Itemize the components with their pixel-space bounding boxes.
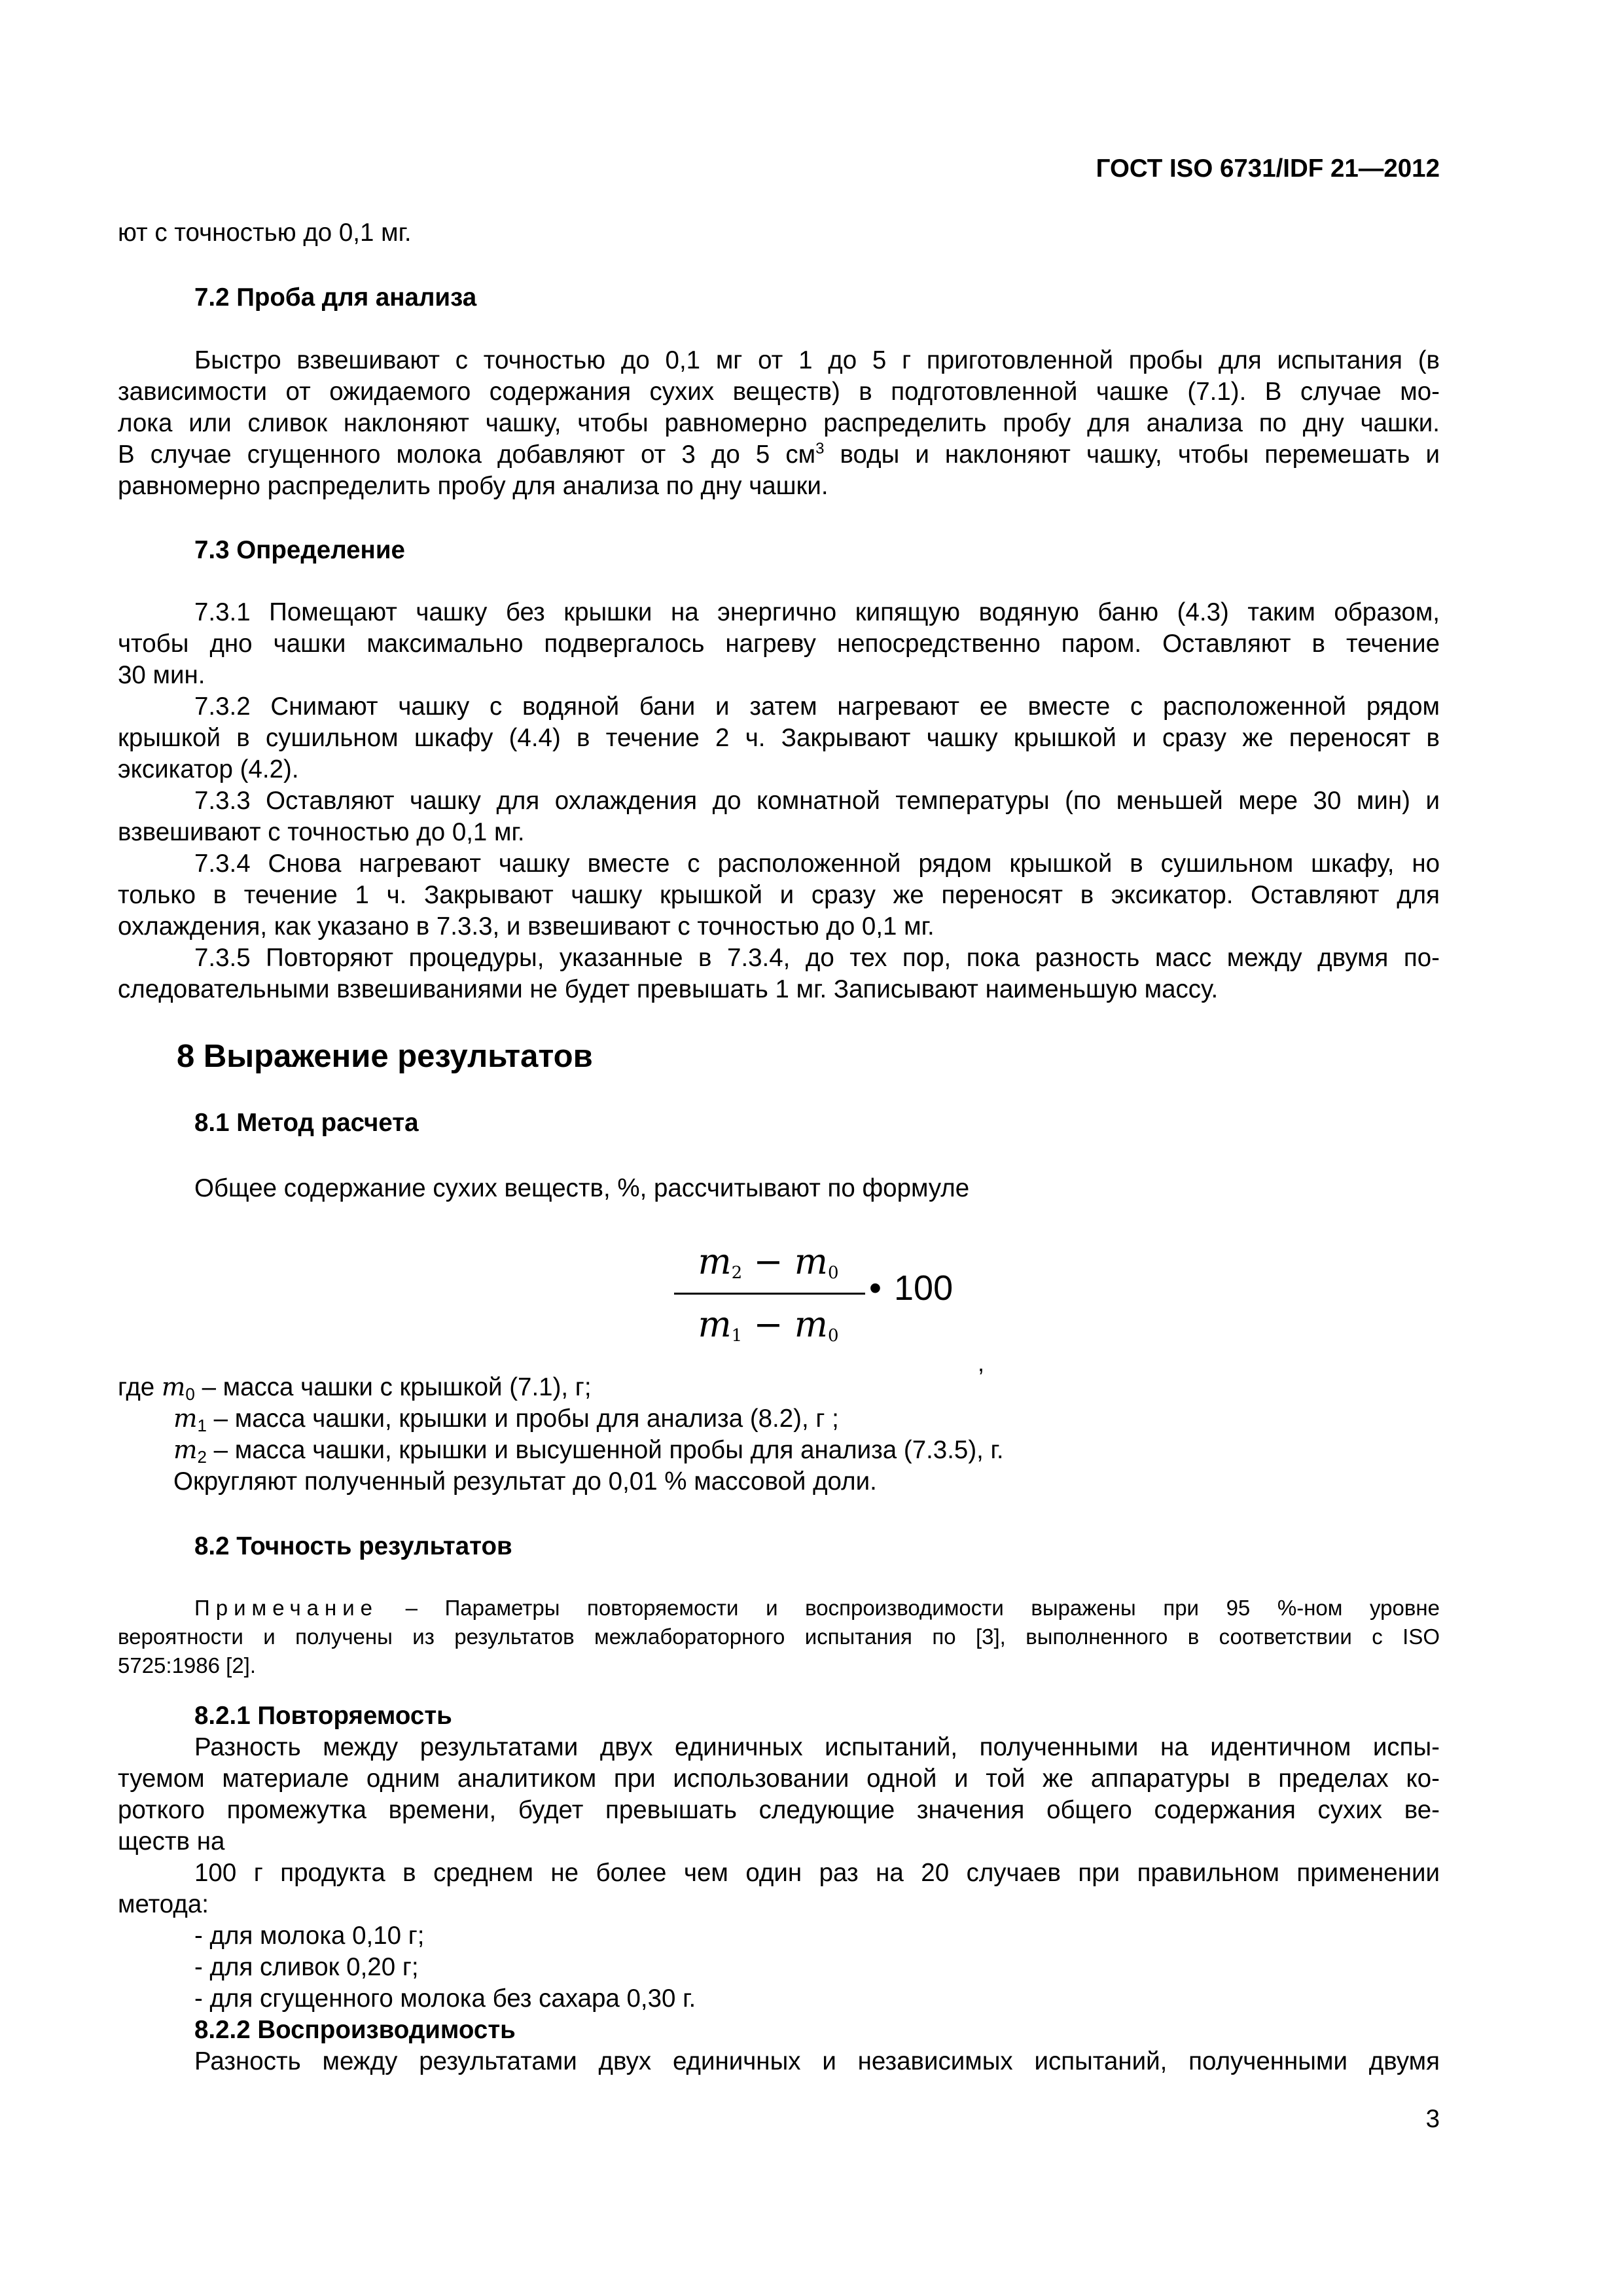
symbol-m: m (173, 1404, 198, 1433)
note-line: 5725:1986 [2]. (118, 1653, 257, 1677)
text-line: только в течение 1 ч. Закрывают чашку крышкой и сразу же переносят в эксикатор. Оставляют для (118, 881, 1440, 909)
text-line: 7.3.1 Помещают чашку без крышки на энергично кипящую водяную баню (4.3) таким образом, (194, 598, 1440, 626)
text-line: зависимости от ожидаемого содержания сухих веществ) в подготовленной чашке (7.1). В случае мо- (118, 378, 1440, 406)
text-line: 7.3.5 Повторяют процедуры, указанные в 7.3.4, до тех пор, пока разность масс между двумя по- (194, 944, 1440, 972)
text-span: где (118, 1373, 162, 1401)
text-line: равномерно распределить пробу для анализа по дну чашки. (118, 472, 829, 500)
section-heading-8-2-1: 8.2.1 Повторяемость (194, 1702, 452, 1730)
text-line: следовательными взвешиваниями не будет превышать 1 мг. Записывают наименьшую массу. (118, 975, 1219, 1003)
multiplication-dot: • (869, 1268, 882, 1308)
subscript: 1 (197, 1416, 207, 1435)
note-line (118, 1594, 1440, 1623)
text-span: – масса чашки с крышкой (7.1), г; (194, 1373, 592, 1401)
formula-comma: , (978, 1350, 985, 1376)
minus-sign: − (753, 1304, 783, 1345)
text-line: 7.3.3 Оставляют чашку для охлаждения до комнатной температуры (по меньшей мере 30 мин) и (194, 787, 1440, 815)
formula-numerator (677, 1240, 860, 1283)
note-line: вероятности и получены из результатов межлабораторного испытания по [3], выполненного в соответствии с ISO (118, 1624, 1440, 1649)
text-span: – масса чашки, крышки и высушенной пробы для анализа (7.3.5), г. (206, 1436, 1004, 1464)
text-line: 30 мин. (118, 661, 205, 689)
section-heading-8-2: 8.2 Точность результатов (194, 1532, 512, 1560)
text-line: 7.3.2 Снимают чашку с водяной бани и затем нагревают ее вместе с расположенной рядом (194, 692, 1440, 721)
text-line: роткого промежутка времени, будет превышать следующие значения общего содержания сухих ве- (118, 1796, 1440, 1824)
page-number: 3 (1425, 2105, 1440, 2133)
variable-definition (173, 1435, 1440, 1466)
list-item: - для сливок 0,20 г; (194, 1953, 419, 1981)
section-heading-8-2-2: 8.2.2 Воспроизводимость (194, 2016, 516, 2044)
section-heading-7-3: 7.3 Определение (194, 536, 405, 564)
symbol-m: m (161, 1372, 186, 1402)
subscript: 0 (828, 1263, 839, 1283)
formula-factor: 100 (894, 1268, 954, 1308)
text-span: воды и наклоняют чашку, чтобы перемешать и (824, 440, 1440, 469)
symbol-m: m (794, 1241, 829, 1282)
note-dash: – (378, 1596, 445, 1620)
symbol-m: m (173, 1435, 198, 1465)
variable-definition (118, 1372, 1440, 1403)
text-line: Общее содержание сухих веществ, %, рассчитывают по формуле (194, 1174, 970, 1202)
subscript: 2 (731, 1263, 743, 1283)
symbol-m: m (698, 1304, 732, 1345)
superscript: 3 (815, 440, 825, 457)
subscript: 1 (731, 1326, 743, 1346)
subscript: 2 (197, 1447, 207, 1467)
text-line: 7.3.4 Снова нагревают чашку вместе с расположенной рядом крышкой в сушильном шкафу, но (194, 850, 1440, 878)
minus-sign: − (753, 1241, 783, 1282)
text-line: 100 г продукта в среднем не более чем один раз на 20 случаев при правильном применении (194, 1859, 1440, 1887)
symbol-m: m (794, 1304, 829, 1345)
text-line: Быстро взвешивают с точностью до 0,1 мг от 1 до 5 г приготовленной пробы для испытания (в (194, 346, 1440, 374)
text-line: Округляют полученный результат до 0,01 % массовой доли. (173, 1467, 877, 1496)
fraction-bar (674, 1293, 865, 1295)
symbol-m: m (698, 1241, 732, 1282)
formula (668, 1240, 969, 1365)
text-line: туемом материале одним аналитиком при использовании одной и той же аппаратуры в пределах ко- (118, 1765, 1440, 1793)
text-line: чтобы дно чашки максимально подвергалось нагреву непосредственно паром. Оставляют в течение (118, 630, 1440, 658)
text-line: ществ на (118, 1827, 225, 1856)
text-line: крышкой в сушильном шкафу (4.4) в течение 2 ч. Закрывают чашку крышкой и сразу же переносят в (118, 724, 1440, 752)
text-line (118, 439, 1440, 471)
text-line: Разность между результатами двух единичных и независимых испытаний, полученными двумя (194, 2047, 1440, 2075)
text-line: взвешивают с точностью до 0,1 мг. (118, 818, 525, 846)
note-text: Параметры повторяемости и воспроизводимости выражены при 95 %-ном уровне (444, 1596, 1440, 1620)
text-span: – масса чашки, крышки и пробы для анализа (8.2), г ; (206, 1405, 839, 1433)
text-line: лока или сливок наклоняют чашку, чтобы равномерно распределить пробу для анализа по дну чашки. (118, 409, 1440, 437)
section-heading-8-1: 8.1 Метод расчета (194, 1109, 419, 1137)
section-heading-8: 8 Выражение результатов (177, 1039, 593, 1074)
formula-denominator (677, 1303, 860, 1346)
subscript: 0 (828, 1326, 839, 1346)
text-span: В случае сгущенного молока добавляют от 3 до 5 см (118, 440, 816, 469)
document-header: ГОСТ ISO 6731/IDF 21—2012 (1096, 154, 1440, 183)
list-item: - для сгущенного молока без сахара 0,30 г. (194, 1984, 696, 2013)
text-line: ют с точностью до 0,1 мг. (118, 219, 412, 247)
variable-definition (173, 1403, 1440, 1435)
text-line: охлаждения, как указано в 7.3.3, и взвешивают с точностью до 0,1 мг. (118, 912, 935, 941)
subscript: 0 (185, 1384, 195, 1404)
text-line: метода: (118, 1890, 209, 1918)
list-item: - для молока 0,10 г; (194, 1922, 425, 1950)
text-line: эксикатор (4.2). (118, 755, 299, 783)
note-label: Примечание (194, 1596, 379, 1620)
text-line: Разность между результатами двух единичных испытаний, полученными на идентичном испы- (194, 1733, 1440, 1761)
section-heading-7-2: 7.2 Проба для анализа (194, 283, 477, 312)
